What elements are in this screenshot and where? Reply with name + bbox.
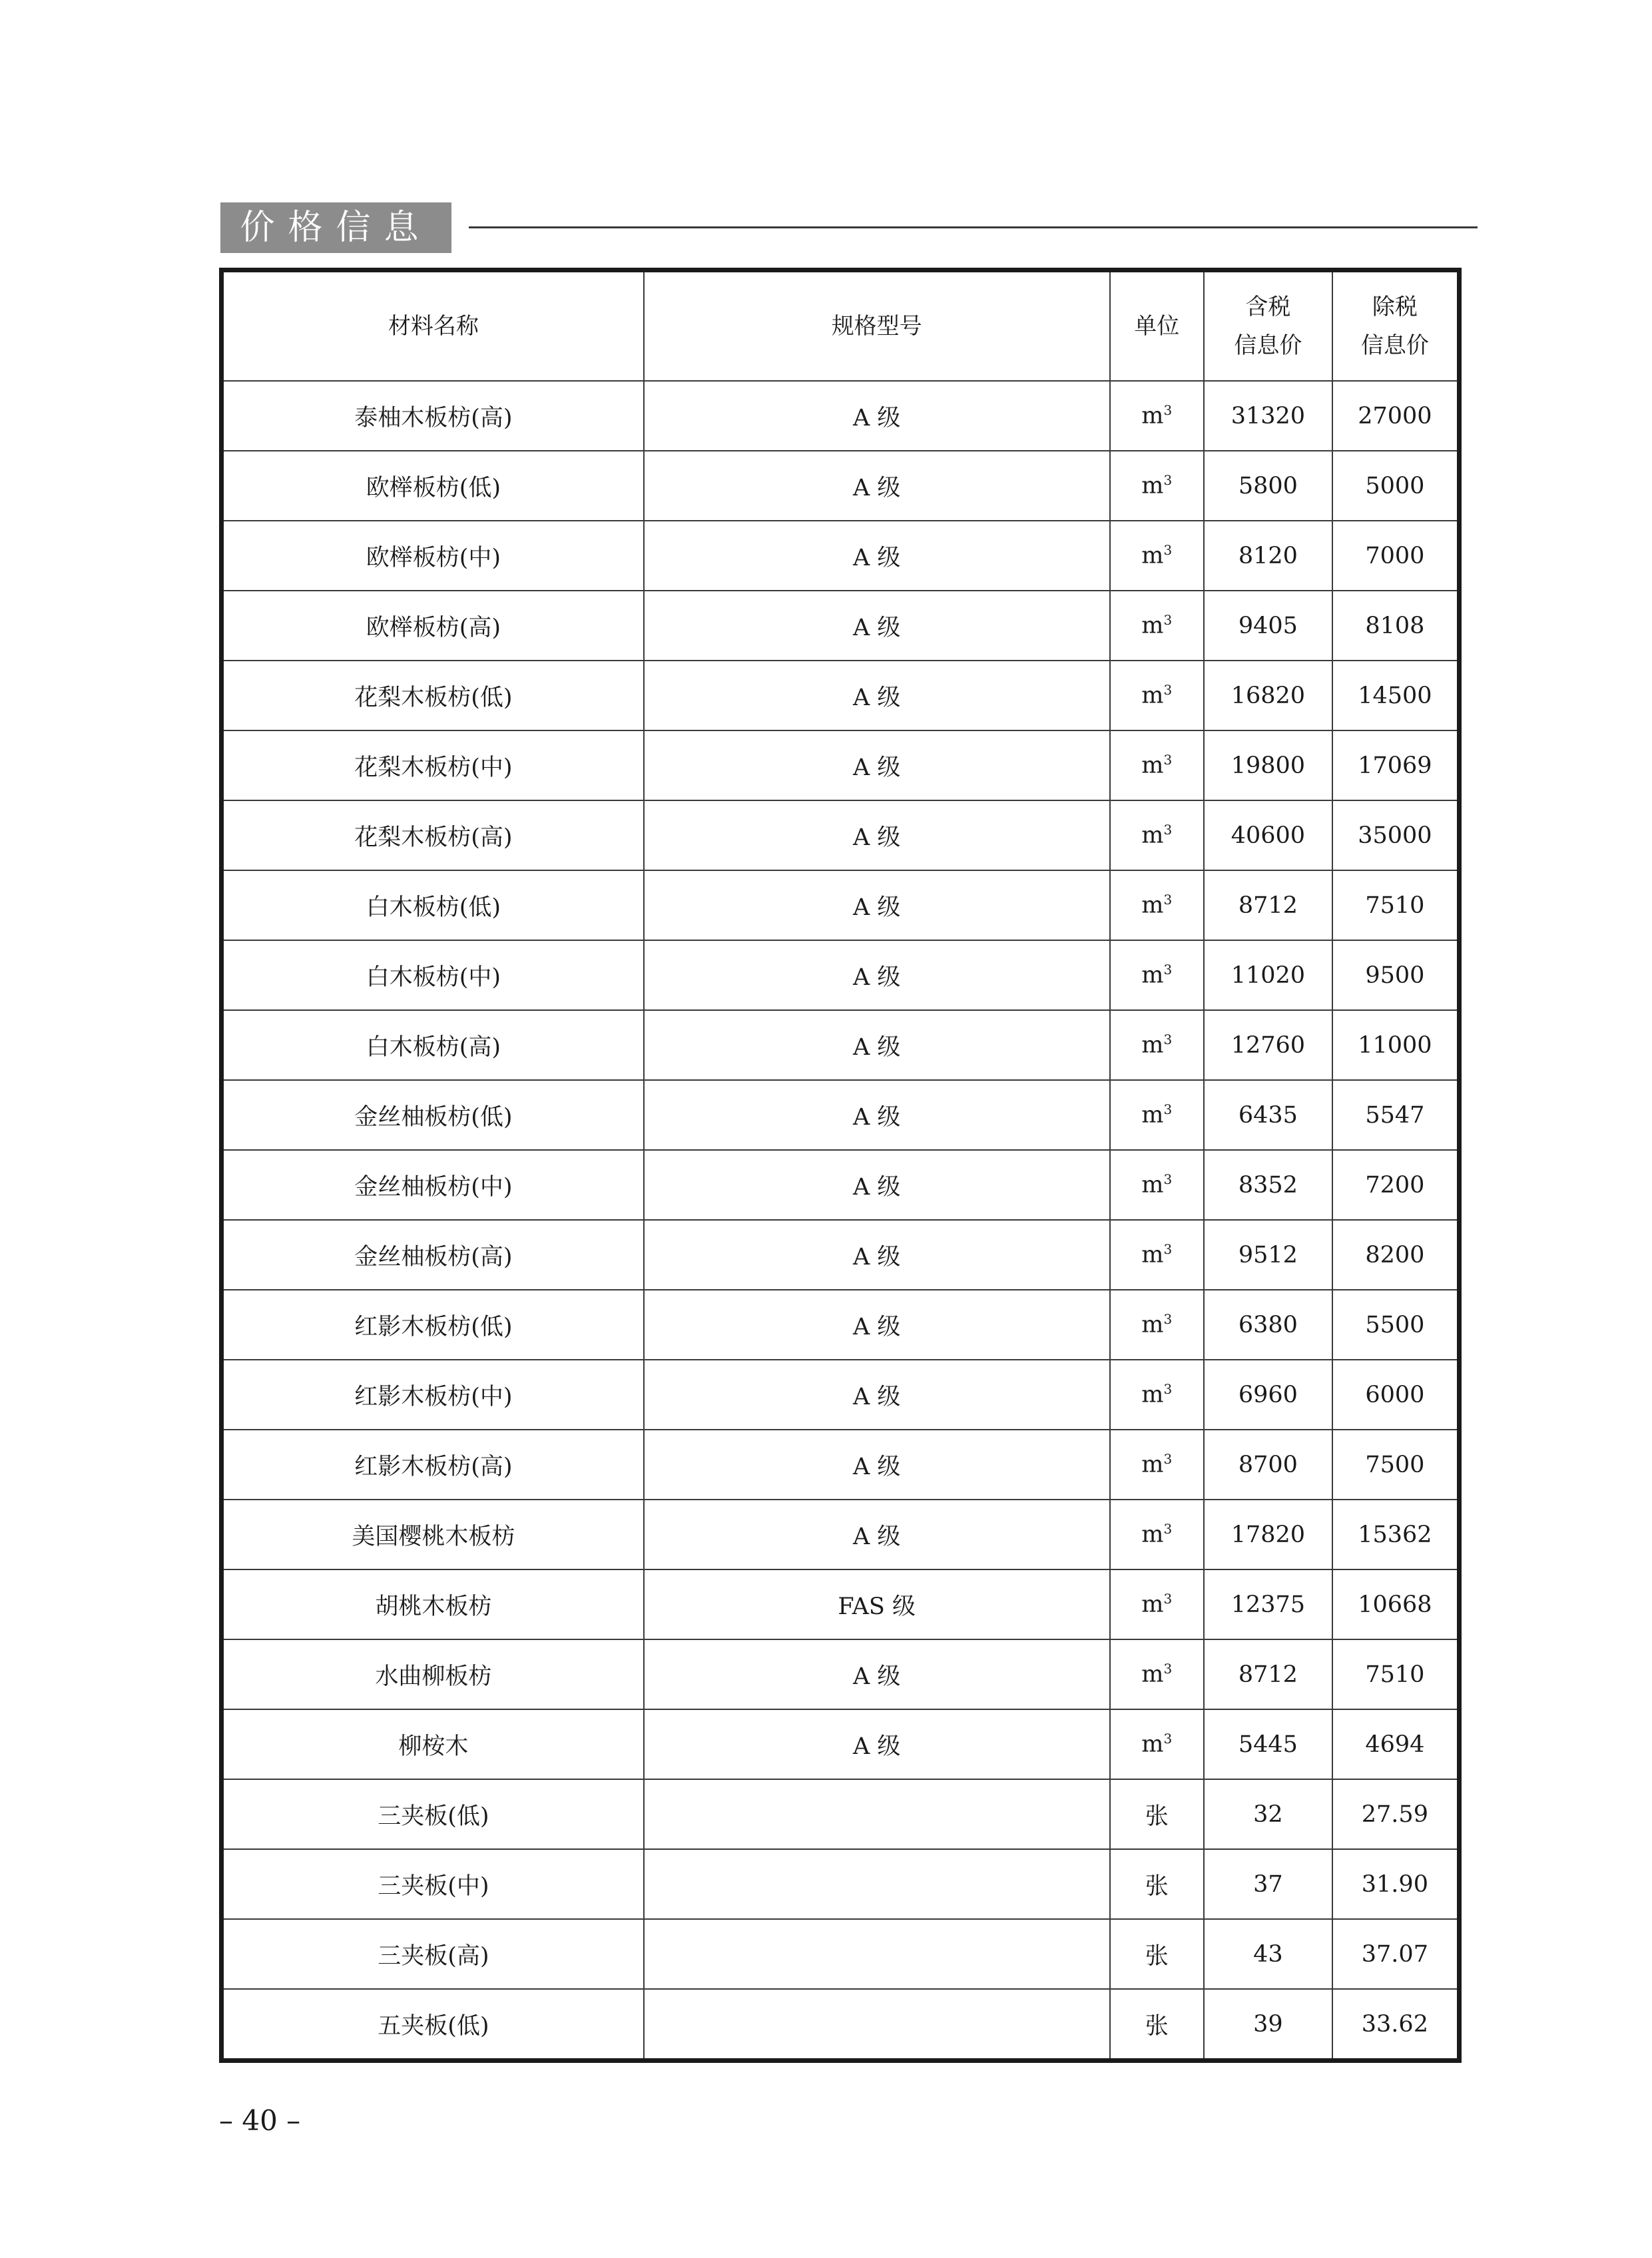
header-row bbox=[222, 270, 1460, 382]
cell-spec-model: A 级 bbox=[644, 730, 1110, 800]
unit-text: m bbox=[1141, 1451, 1164, 1478]
cell-material-name: 欧榉板枋(低) bbox=[222, 451, 644, 521]
unit-superscript: 3 bbox=[1163, 1101, 1173, 1118]
cell-tax-included-price: 8712 bbox=[1204, 1639, 1332, 1709]
cell-spec-model: A 级 bbox=[644, 1080, 1110, 1150]
table-row bbox=[222, 800, 1460, 870]
cell-spec-model: A 级 bbox=[644, 1150, 1110, 1220]
cell-tax-included-price: 5445 bbox=[1204, 1709, 1332, 1779]
cell-tax-included-price: 8120 bbox=[1204, 521, 1332, 591]
cell-spec-model: FAS 级 bbox=[644, 1569, 1110, 1639]
cell-material-name: 金丝柚板枋(高) bbox=[222, 1220, 644, 1290]
table-row bbox=[222, 591, 1460, 661]
cell-spec-model: A 级 bbox=[644, 870, 1110, 940]
cell-material-name: 三夹板(中) bbox=[222, 1849, 644, 1919]
cell-material-name: 三夹板(低) bbox=[222, 1779, 644, 1849]
cell-spec-model: A 级 bbox=[644, 591, 1110, 661]
cell-material-name: 美国樱桃木板枋 bbox=[222, 1500, 644, 1569]
section-divider bbox=[469, 226, 1478, 228]
unit-superscript: 3 bbox=[1163, 542, 1173, 559]
cell-unit bbox=[1110, 1290, 1205, 1360]
unit-text: m bbox=[1141, 1381, 1164, 1408]
unit-text: m bbox=[1141, 1731, 1164, 1758]
unit-superscript: 3 bbox=[1163, 1031, 1173, 1048]
cell-tax-included-price: 9512 bbox=[1204, 1220, 1332, 1290]
cell-unit bbox=[1110, 661, 1205, 730]
cell-tax-excluded-price: 31.90 bbox=[1332, 1849, 1460, 1919]
cell-unit bbox=[1110, 1430, 1205, 1500]
cell-tax-excluded-price: 7500 bbox=[1332, 1430, 1460, 1500]
cell-spec-model: A 级 bbox=[644, 1500, 1110, 1569]
unit-text: m bbox=[1141, 1171, 1164, 1199]
table-row bbox=[222, 1010, 1460, 1080]
cell-tax-excluded-price: 4694 bbox=[1332, 1709, 1460, 1779]
cell-material-name: 白木板枋(高) bbox=[222, 1010, 644, 1080]
cell-tax-included-price: 40600 bbox=[1204, 800, 1332, 870]
cell-spec-model: A 级 bbox=[644, 1010, 1110, 1080]
cell-spec-model: A 级 bbox=[644, 521, 1110, 591]
cell-spec-model: A 级 bbox=[644, 1290, 1110, 1360]
cell-unit bbox=[1110, 1569, 1205, 1639]
cell-spec-model: A 级 bbox=[644, 1360, 1110, 1430]
table-row bbox=[222, 521, 1460, 591]
price-table bbox=[219, 268, 1462, 2063]
unit-superscript: 3 bbox=[1163, 402, 1173, 419]
cell-unit bbox=[1110, 1220, 1205, 1290]
header-notax-line2: 信息价 bbox=[1360, 332, 1429, 359]
cell-tax-included-price: 6380 bbox=[1204, 1290, 1332, 1360]
cell-material-name: 金丝柚板枋(中) bbox=[222, 1150, 644, 1220]
unit-superscript: 3 bbox=[1163, 1451, 1173, 1468]
cell-tax-excluded-price: 8200 bbox=[1332, 1220, 1460, 1290]
unit-superscript: 3 bbox=[1163, 472, 1173, 489]
cell-tax-excluded-price: 5547 bbox=[1332, 1080, 1460, 1150]
unit-superscript: 3 bbox=[1163, 612, 1173, 629]
table-row bbox=[222, 1779, 1460, 1849]
cell-tax-included-price: 6435 bbox=[1204, 1080, 1332, 1150]
cell-unit bbox=[1110, 521, 1205, 591]
cell-tax-included-price: 8352 bbox=[1204, 1150, 1332, 1220]
unit-superscript: 3 bbox=[1163, 1591, 1173, 1607]
cell-unit bbox=[1110, 1639, 1205, 1709]
unit-superscript: 3 bbox=[1163, 1171, 1173, 1188]
cell-tax-included-price: 37 bbox=[1204, 1849, 1332, 1919]
cell-material-name: 三夹板(高) bbox=[222, 1919, 644, 1989]
section-title: 价格信息 bbox=[220, 202, 451, 253]
cell-unit bbox=[1110, 940, 1205, 1010]
cell-unit bbox=[1110, 1919, 1205, 1989]
unit-superscript: 3 bbox=[1163, 892, 1173, 908]
cell-material-name: 花梨木板枋(低) bbox=[222, 661, 644, 730]
cell-tax-excluded-price: 7200 bbox=[1332, 1150, 1460, 1220]
cell-tax-included-price: 12375 bbox=[1204, 1569, 1332, 1639]
cell-tax-included-price: 19800 bbox=[1204, 730, 1332, 800]
cell-unit bbox=[1110, 1150, 1205, 1220]
cell-tax-included-price: 12760 bbox=[1204, 1010, 1332, 1080]
cell-unit bbox=[1110, 800, 1205, 870]
cell-tax-included-price: 16820 bbox=[1204, 661, 1332, 730]
unit-text: m bbox=[1141, 542, 1164, 569]
cell-tax-included-price: 8712 bbox=[1204, 870, 1332, 940]
cell-tax-excluded-price: 5000 bbox=[1332, 451, 1460, 521]
unit-text: m bbox=[1141, 752, 1164, 779]
cell-tax-excluded-price: 7000 bbox=[1332, 521, 1460, 591]
cell-spec-model bbox=[644, 1779, 1110, 1849]
cell-tax-excluded-price: 6000 bbox=[1332, 1360, 1460, 1430]
cell-unit bbox=[1110, 1849, 1205, 1919]
cell-tax-excluded-price: 33.62 bbox=[1332, 1989, 1460, 2061]
table-row bbox=[222, 1220, 1460, 1290]
cell-tax-included-price: 9405 bbox=[1204, 591, 1332, 661]
cell-unit bbox=[1110, 1709, 1205, 1779]
header-tax-line2: 信息价 bbox=[1234, 332, 1302, 359]
cell-unit bbox=[1110, 1779, 1205, 1849]
cell-unit bbox=[1110, 730, 1205, 800]
unit-superscript: 3 bbox=[1163, 962, 1173, 978]
cell-tax-excluded-price: 5500 bbox=[1332, 1290, 1460, 1360]
cell-unit bbox=[1110, 1010, 1205, 1080]
cell-material-name: 红影木板枋(中) bbox=[222, 1360, 644, 1430]
cell-spec-model: A 级 bbox=[644, 451, 1110, 521]
unit-text: m bbox=[1141, 472, 1164, 499]
cell-spec-model bbox=[644, 1919, 1110, 1989]
unit-superscript: 3 bbox=[1163, 1731, 1173, 1747]
unit-text: m bbox=[1141, 402, 1164, 429]
cell-unit bbox=[1110, 870, 1205, 940]
table-row bbox=[222, 1989, 1460, 2061]
cell-spec-model: A 级 bbox=[644, 940, 1110, 1010]
cell-material-name: 金丝柚板枋(低) bbox=[222, 1080, 644, 1150]
cell-tax-excluded-price: 14500 bbox=[1332, 661, 1460, 730]
unit-text: 张 bbox=[1145, 2012, 1169, 2040]
unit-text: 张 bbox=[1145, 1872, 1169, 1900]
cell-unit bbox=[1110, 1080, 1205, 1150]
cell-unit bbox=[1110, 381, 1205, 451]
table-row bbox=[222, 1430, 1460, 1500]
table-row bbox=[222, 730, 1460, 800]
cell-material-name: 水曲柳板枋 bbox=[222, 1639, 644, 1709]
unit-superscript: 3 bbox=[1163, 822, 1173, 838]
unit-text: m bbox=[1141, 1241, 1164, 1269]
unit-text: m bbox=[1141, 1661, 1164, 1688]
cell-spec-model: A 级 bbox=[644, 1220, 1110, 1290]
unit-text: 张 bbox=[1145, 1803, 1169, 1830]
unit-text: m bbox=[1141, 1031, 1164, 1059]
page-number: – 40 – bbox=[219, 2104, 301, 2137]
table-row bbox=[222, 870, 1460, 940]
unit-text: m bbox=[1141, 1311, 1164, 1338]
unit-superscript: 3 bbox=[1163, 1661, 1173, 1677]
cell-tax-excluded-price: 15362 bbox=[1332, 1500, 1460, 1569]
table-row bbox=[222, 381, 1460, 451]
table-row bbox=[222, 1150, 1460, 1220]
cell-tax-excluded-price: 27000 bbox=[1332, 381, 1460, 451]
cell-spec-model: A 级 bbox=[644, 381, 1110, 451]
header-tax-line1: 含税 bbox=[1245, 294, 1291, 320]
unit-superscript: 3 bbox=[1163, 1311, 1173, 1328]
table-row bbox=[222, 1080, 1460, 1150]
cell-spec-model: A 级 bbox=[644, 1639, 1110, 1709]
table-row bbox=[222, 940, 1460, 1010]
cell-material-name: 五夹板(低) bbox=[222, 1989, 644, 2061]
cell-tax-included-price: 43 bbox=[1204, 1919, 1332, 1989]
table-body bbox=[222, 381, 1460, 2061]
cell-material-name: 花梨木板枋(中) bbox=[222, 730, 644, 800]
cell-tax-excluded-price: 37.07 bbox=[1332, 1919, 1460, 1989]
header-spec-model: 规格型号 bbox=[644, 270, 1110, 382]
unit-text: m bbox=[1141, 892, 1164, 919]
cell-material-name: 欧榉板枋(中) bbox=[222, 521, 644, 591]
cell-tax-included-price: 31320 bbox=[1204, 381, 1332, 451]
table-row bbox=[222, 451, 1460, 521]
cell-tax-excluded-price: 10668 bbox=[1332, 1569, 1460, 1639]
unit-superscript: 3 bbox=[1163, 682, 1173, 699]
table-row bbox=[222, 1569, 1460, 1639]
unit-text: m bbox=[1141, 1591, 1164, 1618]
cell-tax-included-price: 17820 bbox=[1204, 1500, 1332, 1569]
cell-material-name: 胡桃木板枋 bbox=[222, 1569, 644, 1639]
cell-tax-excluded-price: 11000 bbox=[1332, 1010, 1460, 1080]
header-tax-excluded-price bbox=[1332, 270, 1460, 382]
table-row bbox=[222, 1709, 1460, 1779]
cell-tax-included-price: 6960 bbox=[1204, 1360, 1332, 1430]
cell-unit bbox=[1110, 1989, 1205, 2061]
cell-material-name: 花梨木板枋(高) bbox=[222, 800, 644, 870]
cell-tax-included-price: 8700 bbox=[1204, 1430, 1332, 1500]
cell-tax-excluded-price: 27.59 bbox=[1332, 1779, 1460, 1849]
cell-material-name: 红影木板枋(低) bbox=[222, 1290, 644, 1360]
cell-spec-model: A 级 bbox=[644, 1430, 1110, 1500]
table-row bbox=[222, 1290, 1460, 1360]
cell-material-name: 欧榉板枋(高) bbox=[222, 591, 644, 661]
section-header bbox=[220, 202, 1478, 253]
table-row bbox=[222, 661, 1460, 730]
table-row bbox=[222, 1919, 1460, 1989]
table-row bbox=[222, 1849, 1460, 1919]
unit-text: 张 bbox=[1145, 1942, 1169, 1970]
cell-material-name: 柳桉木 bbox=[222, 1709, 644, 1779]
cell-unit bbox=[1110, 591, 1205, 661]
cell-tax-excluded-price: 35000 bbox=[1332, 800, 1460, 870]
cell-material-name: 泰柚木板枋(高) bbox=[222, 381, 644, 451]
unit-text: m bbox=[1141, 612, 1164, 639]
cell-material-name: 红影木板枋(高) bbox=[222, 1430, 644, 1500]
unit-text: m bbox=[1141, 1521, 1164, 1548]
unit-superscript: 3 bbox=[1163, 1521, 1173, 1538]
cell-tax-included-price: 5800 bbox=[1204, 451, 1332, 521]
unit-text: m bbox=[1141, 822, 1164, 849]
cell-tax-excluded-price: 7510 bbox=[1332, 870, 1460, 940]
header-material-name: 材料名称 bbox=[222, 270, 644, 382]
header-notax-line1: 除税 bbox=[1372, 294, 1418, 320]
unit-text: m bbox=[1141, 1101, 1164, 1129]
cell-spec-model bbox=[644, 1989, 1110, 2061]
cell-tax-excluded-price: 8108 bbox=[1332, 591, 1460, 661]
cell-unit bbox=[1110, 1500, 1205, 1569]
unit-superscript: 3 bbox=[1163, 1241, 1173, 1258]
cell-tax-included-price: 32 bbox=[1204, 1779, 1332, 1849]
unit-text: m bbox=[1141, 962, 1164, 989]
cell-tax-excluded-price: 17069 bbox=[1332, 730, 1460, 800]
header-unit: 单位 bbox=[1110, 270, 1205, 382]
cell-material-name: 白木板枋(中) bbox=[222, 940, 644, 1010]
table-row bbox=[222, 1639, 1460, 1709]
cell-tax-excluded-price: 7510 bbox=[1332, 1639, 1460, 1709]
table-row bbox=[222, 1360, 1460, 1430]
cell-tax-included-price: 39 bbox=[1204, 1989, 1332, 2061]
table-row bbox=[222, 1500, 1460, 1569]
cell-unit bbox=[1110, 451, 1205, 521]
unit-superscript: 3 bbox=[1163, 1381, 1173, 1398]
unit-superscript: 3 bbox=[1163, 752, 1173, 768]
cell-material-name: 白木板枋(低) bbox=[222, 870, 644, 940]
cell-spec-model: A 级 bbox=[644, 1709, 1110, 1779]
cell-tax-excluded-price: 9500 bbox=[1332, 940, 1460, 1010]
table-header bbox=[222, 270, 1460, 382]
cell-unit bbox=[1110, 1360, 1205, 1430]
cell-spec-model bbox=[644, 1849, 1110, 1919]
header-tax-included-price bbox=[1204, 270, 1332, 382]
cell-spec-model: A 级 bbox=[644, 800, 1110, 870]
cell-spec-model: A 级 bbox=[644, 661, 1110, 730]
unit-text: m bbox=[1141, 682, 1164, 709]
cell-tax-included-price: 11020 bbox=[1204, 940, 1332, 1010]
